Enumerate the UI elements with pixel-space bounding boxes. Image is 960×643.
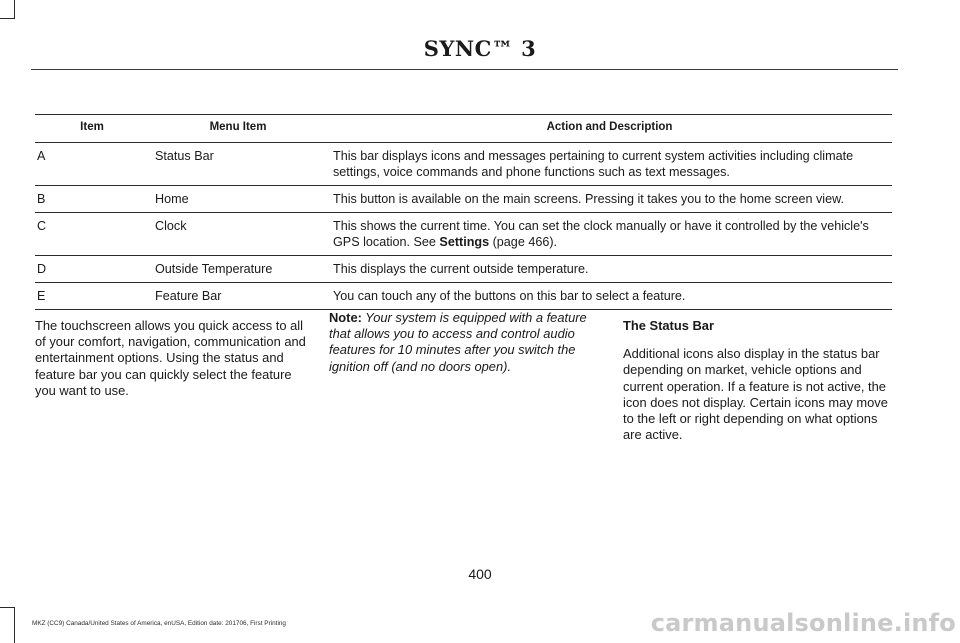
row-item-letter: A [35,143,149,186]
row-item-letter: C [35,213,149,256]
note-label: Note: [329,310,362,325]
note-text: Your system is equipped with a feature that allows you to access and control audio features for 10 minutes after you switch the ignition off (and no doors open). [329,310,587,374]
header-divider [31,69,898,70]
page-number: 400 [468,566,492,582]
row-action-description: This displays the current outside temperature. [327,256,892,283]
action-text: This shows the current time. You can set the clock manually or have it controlled by the vehicle's GPS location. See [333,219,869,249]
row-menu-item: Status Bar [149,143,327,186]
table-row [35,186,892,213]
row-item-letter: D [35,256,149,283]
table-header-row [35,115,892,143]
table-row [35,143,892,186]
row-menu-item: Outside Temperature [149,256,327,283]
note-column [329,310,604,375]
row-menu-item: Home [149,186,327,213]
table-row [35,283,892,310]
column-header-menu-item: Menu Item [149,115,327,143]
watermark-logo: carmanualsonline.info [650,609,956,637]
row-action-description [327,213,892,256]
row-item-letter: B [35,186,149,213]
page-reference: (page 466). [489,235,558,249]
row-menu-item: Clock [149,213,327,256]
crop-mark-bottom-left [0,607,15,643]
row-menu-item: Feature Bar [149,283,327,310]
table-row [35,256,892,283]
table-row [35,213,892,256]
menu-items-table [35,114,892,310]
crop-mark-top-left [0,0,15,19]
row-action-description: You can touch any of the buttons on this bar to select a feature. [327,283,892,310]
column-header-action: Action and Description [327,115,892,143]
page-title: SYNC™ 3 [423,36,537,61]
section-heading: The Status Bar [623,318,714,333]
edition-footer: MKZ (CC9) Canada/United States of America, enUSA, Edition date: 201706, First Printing [32,620,286,627]
note-paragraph [329,310,604,375]
settings-link[interactable]: Settings [439,235,490,249]
status-bar-paragraph: Additional icons also display in the status bar depending on market, vehicle options and current operation. If a feature is not active, the icon does not display. Certain icons may move to the left or right depending on what options are active. [623,346,888,443]
column-header-item: Item [35,115,149,143]
row-action-description: This button is available on the main screens. Pressing it takes you to the home screen view. [327,186,892,213]
intro-column [35,318,310,399]
row-action-description: This bar displays icons and messages pertaining to current system activities including climate settings, voice commands and phone functions such as text messages. [327,143,892,186]
status-bar-column [623,318,895,443]
intro-paragraph: The touchscreen allows you quick access to all of your comfort, navigation, communication and entertainment options. Using the status and feature bar you can quickly select the feature you want to use. [35,318,306,398]
row-item-letter: E [35,283,149,310]
